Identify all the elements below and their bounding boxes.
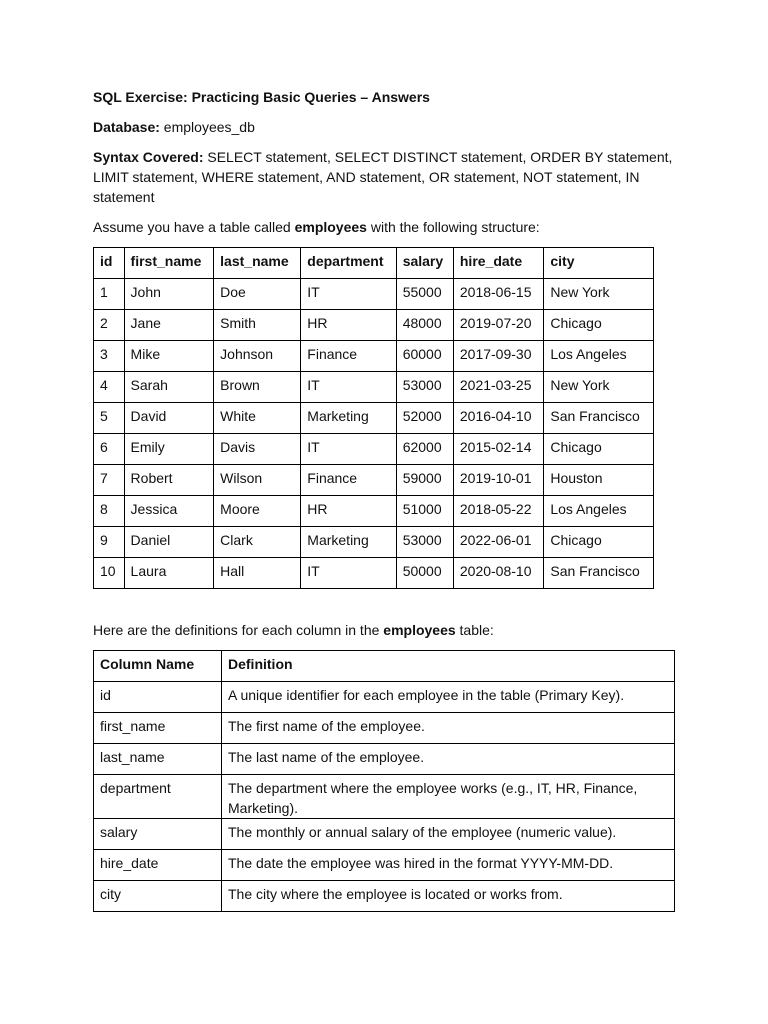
definitions-intro-line bbox=[93, 620, 678, 640]
definitions-table-cell: last_name bbox=[94, 744, 222, 775]
database-label: Database: bbox=[93, 119, 160, 135]
definitions-header-cell: Column Name bbox=[94, 651, 222, 682]
intro-post: with the following structure: bbox=[366, 219, 540, 235]
employees-table-cell: 4 bbox=[94, 372, 125, 403]
employees-table-cell: Clark bbox=[214, 527, 301, 558]
employees-table-cell: 50000 bbox=[396, 558, 453, 589]
employees-table-cell: Doe bbox=[214, 279, 301, 310]
employees-table-cell: 5 bbox=[94, 403, 125, 434]
employees-table-cell: 60000 bbox=[396, 341, 453, 372]
employees-table-cell: Finance bbox=[301, 341, 396, 372]
document-content bbox=[93, 87, 678, 912]
syntax-line bbox=[93, 147, 678, 207]
employees-table-body bbox=[94, 279, 654, 589]
definitions-table-cell: A unique identifier for each employee in the table (Primary Key). bbox=[222, 682, 675, 713]
employees-table-cell: 2021-03-25 bbox=[453, 372, 543, 403]
employees-table-cell: 8 bbox=[94, 496, 125, 527]
syntax-label: Syntax Covered: bbox=[93, 149, 204, 165]
employees-header-cell: city bbox=[544, 248, 654, 279]
employees-table-cell: Jessica bbox=[124, 496, 214, 527]
employees-header-cell: hire_date bbox=[453, 248, 543, 279]
definitions-post: table: bbox=[455, 622, 494, 638]
employees-table-cell: 2019-10-01 bbox=[453, 465, 543, 496]
employees-table-cell: 7 bbox=[94, 465, 125, 496]
database-value: employees_db bbox=[159, 119, 255, 135]
employees-header-cell: first_name bbox=[124, 248, 214, 279]
definitions-table-body bbox=[94, 682, 675, 912]
employees-table-cell: 2019-07-20 bbox=[453, 310, 543, 341]
employees-table-cell: Jane bbox=[124, 310, 214, 341]
definitions-table-cell: city bbox=[94, 881, 222, 912]
employees-table bbox=[93, 247, 654, 589]
definitions-header-cell: Definition bbox=[222, 651, 675, 682]
employees-table-cell: Davis bbox=[214, 434, 301, 465]
employees-table-cell: Daniel bbox=[124, 527, 214, 558]
employees-table-cell: Brown bbox=[214, 372, 301, 403]
employees-table-row bbox=[94, 279, 654, 310]
employees-table-cell: Los Angeles bbox=[544, 496, 654, 527]
definitions-table-row bbox=[94, 850, 675, 881]
employees-table-cell: Wilson bbox=[214, 465, 301, 496]
definitions-table-row bbox=[94, 819, 675, 850]
employees-table-cell: 48000 bbox=[396, 310, 453, 341]
definitions-table-cell: The last name of the employee. bbox=[222, 744, 675, 775]
employees-table-cell: 10 bbox=[94, 558, 125, 589]
employees-table-cell: 62000 bbox=[396, 434, 453, 465]
employees-table-cell: IT bbox=[301, 372, 396, 403]
employees-table-cell: HR bbox=[301, 496, 396, 527]
definitions-table-row bbox=[94, 682, 675, 713]
employees-table-cell: Los Angeles bbox=[544, 341, 654, 372]
employees-table-cell: 2020-08-10 bbox=[453, 558, 543, 589]
employees-table-cell: Robert bbox=[124, 465, 214, 496]
employees-table-cell: 52000 bbox=[396, 403, 453, 434]
employees-header-cell: salary bbox=[396, 248, 453, 279]
syntax-value: SELECT statement, SELECT DISTINCT statement, ORDER BY statement, LIMIT statement, WHERE statement, AND statement, OR statement, NOT statement, IN statement bbox=[93, 149, 673, 205]
definitions-pre: Here are the definitions for each column in the bbox=[93, 622, 384, 638]
employees-table-cell: IT bbox=[301, 434, 396, 465]
employees-table-cell: White bbox=[214, 403, 301, 434]
employees-table-cell: 2018-05-22 bbox=[453, 496, 543, 527]
employees-header-row bbox=[94, 248, 654, 279]
employees-table-cell: 6 bbox=[94, 434, 125, 465]
definitions-table-cell: The monthly or annual salary of the employee (numeric value). bbox=[222, 819, 675, 850]
employees-table-cell: Hall bbox=[214, 558, 301, 589]
employees-table-row bbox=[94, 527, 654, 558]
employees-table-cell: Emily bbox=[124, 434, 214, 465]
intro-table-name: employees bbox=[294, 219, 367, 235]
definitions-table-row bbox=[94, 775, 675, 819]
employees-table-cell: San Francisco bbox=[544, 403, 654, 434]
definitions-table-cell: department bbox=[94, 775, 222, 819]
employees-table-cell: 1 bbox=[94, 279, 125, 310]
employees-table-cell: 59000 bbox=[396, 465, 453, 496]
employees-table-row bbox=[94, 372, 654, 403]
employees-table-cell: 2022-06-01 bbox=[453, 527, 543, 558]
definitions-table-cell: salary bbox=[94, 819, 222, 850]
employees-table-cell: 3 bbox=[94, 341, 125, 372]
employees-table-cell: 2018-06-15 bbox=[453, 279, 543, 310]
definitions-table-cell: The department where the employee works (e.g., IT, HR, Finance, Marketing). bbox=[222, 775, 675, 819]
employees-table-cell: New York bbox=[544, 372, 654, 403]
employees-table-cell: Marketing bbox=[301, 527, 396, 558]
definitions-table-row bbox=[94, 881, 675, 912]
employees-table-cell: Mike bbox=[124, 341, 214, 372]
employees-table-cell: HR bbox=[301, 310, 396, 341]
employees-header-cell: last_name bbox=[214, 248, 301, 279]
employees-table-cell: 51000 bbox=[396, 496, 453, 527]
employees-table-cell: Marketing bbox=[301, 403, 396, 434]
employees-table-row bbox=[94, 434, 654, 465]
employees-table-row bbox=[94, 341, 654, 372]
intro-line bbox=[93, 217, 678, 237]
employees-table-cell: Laura bbox=[124, 558, 214, 589]
employees-header-cell: id bbox=[94, 248, 125, 279]
employees-table-cell: Houston bbox=[544, 465, 654, 496]
employees-table-cell: IT bbox=[301, 558, 396, 589]
employees-table-cell: David bbox=[124, 403, 214, 434]
employees-header-cell: department bbox=[301, 248, 396, 279]
employees-table-cell: Chicago bbox=[544, 310, 654, 341]
employees-table-cell: 9 bbox=[94, 527, 125, 558]
employees-table-cell: 53000 bbox=[396, 372, 453, 403]
employees-table-cell: IT bbox=[301, 279, 396, 310]
employees-table-row bbox=[94, 403, 654, 434]
definitions-table-name: employees bbox=[383, 622, 456, 638]
employees-table-cell: 2016-04-10 bbox=[453, 403, 543, 434]
definitions-table-cell: hire_date bbox=[94, 850, 222, 881]
employees-table-cell: New York bbox=[544, 279, 654, 310]
employees-table-row bbox=[94, 310, 654, 341]
section-gap bbox=[93, 589, 678, 620]
definitions-table-row bbox=[94, 713, 675, 744]
definitions-table-row bbox=[94, 744, 675, 775]
definitions-table-cell: The date the employee was hired in the format YYYY-MM-DD. bbox=[222, 850, 675, 881]
employees-table-row bbox=[94, 465, 654, 496]
employees-table-cell: Finance bbox=[301, 465, 396, 496]
definitions-table-cell: id bbox=[94, 682, 222, 713]
employees-table-row bbox=[94, 558, 654, 589]
employees-table-cell: Chicago bbox=[544, 434, 654, 465]
definitions-header-row bbox=[94, 651, 675, 682]
employees-table-cell: Johnson bbox=[214, 341, 301, 372]
employees-table-cell: Sarah bbox=[124, 372, 214, 403]
employees-table-cell: 2 bbox=[94, 310, 125, 341]
employees-table-cell: 53000 bbox=[396, 527, 453, 558]
intro-pre: Assume you have a table called bbox=[93, 219, 295, 235]
employees-table-cell: 2017-09-30 bbox=[453, 341, 543, 372]
document-title: SQL Exercise: Practicing Basic Queries – Answers bbox=[93, 89, 430, 105]
employees-table-cell: John bbox=[124, 279, 214, 310]
definitions-table-cell: The city where the employee is located or works from. bbox=[222, 881, 675, 912]
employees-table-cell: Chicago bbox=[544, 527, 654, 558]
employees-table-cell: San Francisco bbox=[544, 558, 654, 589]
employees-table-row bbox=[94, 496, 654, 527]
definitions-table bbox=[93, 650, 675, 912]
definitions-table-cell: first_name bbox=[94, 713, 222, 744]
employees-table-cell: Smith bbox=[214, 310, 301, 341]
definitions-table-cell: The first name of the employee. bbox=[222, 713, 675, 744]
employees-table-cell: Moore bbox=[214, 496, 301, 527]
employees-table-cell: 55000 bbox=[396, 279, 453, 310]
employees-table-cell: 2015-02-14 bbox=[453, 434, 543, 465]
database-line bbox=[93, 117, 678, 137]
